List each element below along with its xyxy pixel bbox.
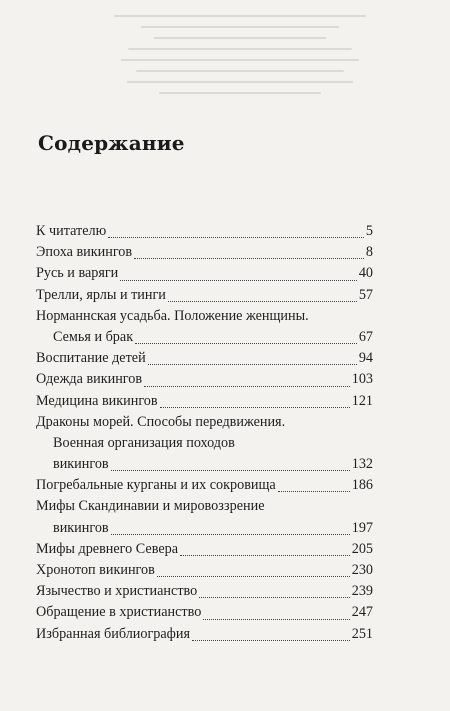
- toc-entry-title: Медицина викингов: [36, 392, 158, 409]
- toc-entry: [36, 475, 373, 496]
- bleed-through-text: [60, 6, 420, 116]
- toc-entry-title: Одежда викингов: [36, 371, 143, 388]
- toc-page-number: 197: [351, 519, 373, 536]
- toc-entry: [36, 496, 373, 538]
- toc-entry-title: Воспитание детей: [36, 350, 146, 367]
- dot-leader: [111, 534, 350, 535]
- toc-entry: [36, 602, 373, 623]
- toc-entry: [36, 221, 373, 242]
- toc-entry: [36, 348, 373, 369]
- dot-leader: [108, 237, 364, 238]
- dot-leader: [278, 491, 350, 492]
- table-of-contents: [36, 221, 373, 645]
- toc-entry-title: Избранная библиография: [36, 625, 190, 642]
- dot-leader: [192, 640, 350, 641]
- page-title: Содержание: [38, 131, 185, 155]
- toc-entry: [36, 581, 373, 602]
- toc-entry-title-line: Норманнская усадьба. Положение женщины.: [36, 307, 309, 324]
- toc-entry: [36, 391, 373, 412]
- toc-entry: [36, 624, 373, 645]
- toc-page-number: 40: [358, 265, 373, 282]
- toc-entry-title-line: Драконы морей. Способы передвижения.: [36, 413, 286, 430]
- toc-page-number: 186: [351, 477, 373, 494]
- toc-entry-title: Трелли, ярлы и тинги: [36, 286, 166, 303]
- toc-page-number: 94: [358, 350, 373, 367]
- toc-page-number: 205: [351, 540, 373, 557]
- toc-page-number: 121: [351, 392, 373, 409]
- toc-page-number: 239: [351, 583, 373, 600]
- dot-leader: [180, 555, 350, 556]
- toc-page-number: 230: [351, 562, 373, 578]
- toc-entry: [36, 263, 373, 284]
- dot-leader: [168, 301, 357, 302]
- toc-page-number: 67: [358, 328, 373, 345]
- dot-leader: [134, 258, 364, 259]
- toc-entry-title: Погребальные курганы и их сокровища: [36, 477, 276, 494]
- toc-entry-title: Русь и варяги: [36, 265, 119, 282]
- dot-leader: [157, 576, 350, 577]
- dot-leader: [111, 470, 350, 471]
- toc-entry: [36, 369, 373, 390]
- dot-leader: [199, 597, 350, 598]
- toc-entry-title: Обращение в христианство: [36, 604, 202, 621]
- toc-entry-title: Мифы древнего Севера: [36, 540, 179, 557]
- toc-entry-title: К читателю: [36, 223, 107, 239]
- toc-entry: [36, 242, 373, 263]
- dot-leader: [203, 619, 349, 620]
- toc-entry-title: Семья и брак: [53, 328, 134, 345]
- toc-entry-title: Язычество и христианство: [36, 583, 198, 600]
- toc-page-number: 247: [351, 604, 373, 621]
- toc-page-number: 103: [351, 371, 373, 388]
- toc-entry: [36, 539, 373, 560]
- dot-leader: [160, 407, 350, 408]
- dot-leader: [148, 364, 357, 365]
- toc-entry-title-line: Военная организация походов: [53, 434, 235, 451]
- toc-entry: [36, 560, 373, 581]
- toc-entry: [36, 306, 373, 348]
- toc-entry-title: Хронотоп викингов: [36, 562, 155, 578]
- toc-page-number: 57: [358, 286, 373, 303]
- toc-entry-title: Эпоха викингов: [36, 244, 133, 261]
- toc-page-number: 132: [351, 456, 373, 473]
- toc-page-number: 8: [365, 244, 373, 261]
- dot-leader: [144, 386, 350, 387]
- dot-leader: [135, 343, 357, 344]
- toc-entry: [36, 412, 373, 476]
- toc-page-number: 5: [365, 223, 373, 239]
- toc-entry-title-line: Мифы Скандинавии и мировоззрение: [36, 498, 265, 515]
- dot-leader: [120, 280, 357, 281]
- toc-page-number: 251: [351, 625, 373, 642]
- toc-entry: [36, 285, 373, 306]
- toc-entry-title: викингов: [53, 519, 109, 536]
- toc-entry-title: викингов: [53, 456, 109, 473]
